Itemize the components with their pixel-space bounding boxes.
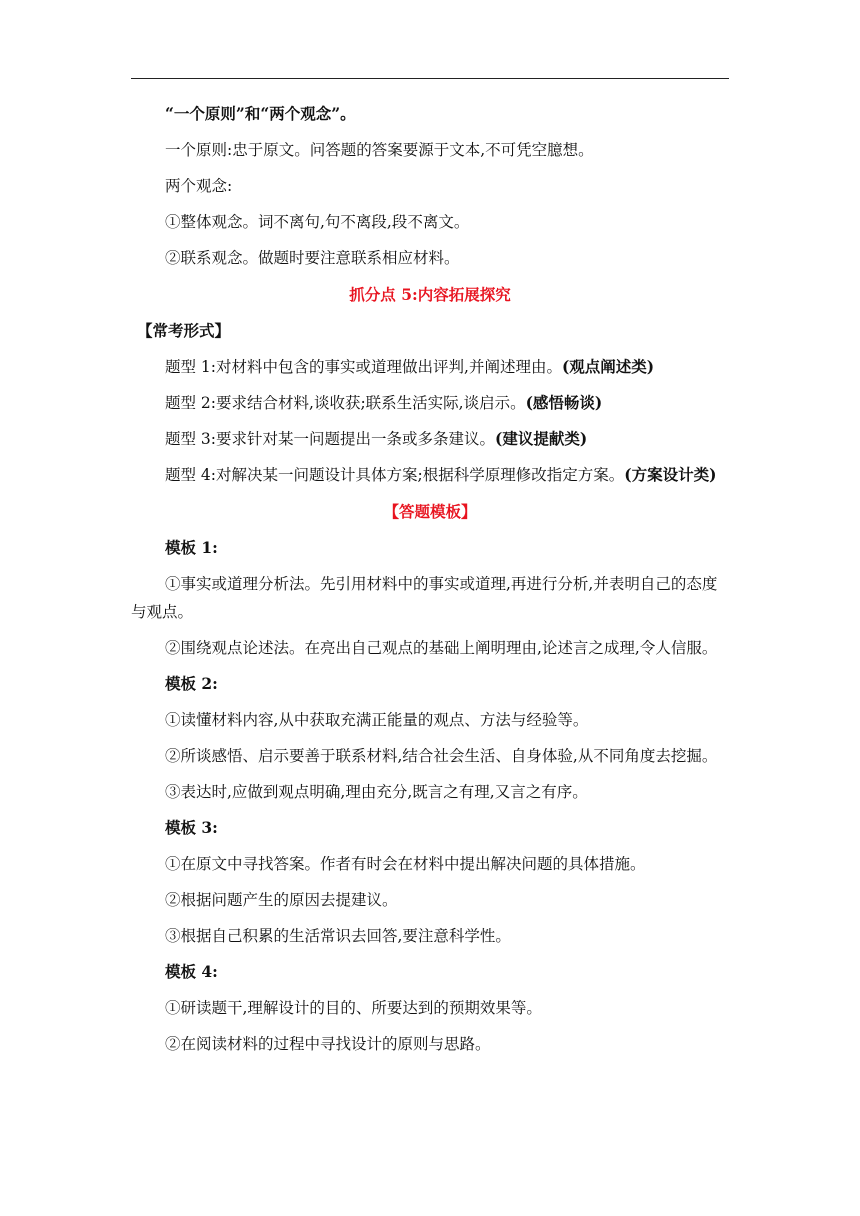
forms-heading: 【常考形式】 <box>137 321 231 340</box>
concept-item: ①整体观念。词不离句,句不离段,段不离文。 <box>165 213 470 231</box>
question-type <box>131 461 729 489</box>
template-item: ①事实或道理分析法。先引用材料中的事实或道理,再进行分析,并表明自己的态度与观点。 <box>131 575 718 621</box>
question-type-tag: (建议提献类) <box>495 429 588 448</box>
template-title: 模板 1: <box>165 538 218 557</box>
template-title: 模板 3: <box>165 818 218 837</box>
question-type <box>131 353 729 381</box>
question-type-tag: (方案设计类) <box>624 465 717 484</box>
principle-text: 一个原则:忠于原文。问答题的答案要源于文本,不可凭空臆想。 <box>165 141 594 159</box>
question-type <box>131 425 729 453</box>
template-title: 模板 2: <box>165 674 218 693</box>
template-item: ①在原文中寻找答案。作者有时会在材料中提出解决问题的具体措施。 <box>165 855 646 873</box>
template-title: 模板 4: <box>165 962 218 981</box>
template-heading: 【答题模板】 <box>383 502 477 521</box>
question-type-text: 题型 1:对材料中包含的事实或道理做出评判,并阐述理由。 <box>165 358 562 376</box>
template-item: ①读懂材料内容,从中获取充满正能量的观点、方法与经验等。 <box>165 711 589 729</box>
question-type-text: 题型 2:要求结合材料,谈收获;联系生活实际,谈启示。 <box>165 394 526 412</box>
template-item: ③表达时,应做到观点明确,理由充分,既言之有理,又言之有序。 <box>165 783 588 801</box>
template-item: ②在阅读材料的过程中寻找设计的原则与思路。 <box>165 1035 491 1053</box>
template-item: ③根据自己积累的生活常识去回答,要注意科学性。 <box>165 927 511 945</box>
question-type-tag: (观点阐述类) <box>561 357 655 376</box>
document-page <box>131 100 729 1058</box>
question-type <box>131 389 729 417</box>
concept-item: ②联系观念。做题时要注意联系相应材料。 <box>165 249 460 267</box>
section-title: 抓分点 5:内容拓展探究 <box>349 285 511 304</box>
template-item: ①研读题干,理解设计的目的、所要达到的预期效果等。 <box>165 999 542 1017</box>
concepts-label: 两个观念: <box>165 177 233 195</box>
header-rule <box>131 78 729 79</box>
template-item: ②根据问题产生的原因去提建议。 <box>165 891 398 909</box>
intro-heading: “一个原则”和“两个观念”。 <box>165 104 356 123</box>
question-type-text: 题型 3:要求针对某一问题提出一条或多条建议。 <box>165 430 496 448</box>
question-type-tag: (感悟畅谈) <box>525 393 603 412</box>
template-item: ②围绕观点论述法。在亮出自己观点的基础上阐明理由,论述言之成理,令人信服。 <box>165 639 718 657</box>
question-type-text: 题型 4:对解决某一问题设计具体方案;根据科学原理修改指定方案。 <box>165 466 625 484</box>
template-item: ②所谈感悟、启示要善于联系材料,结合社会生活、自身体验,从不同角度去挖掘。 <box>165 747 718 765</box>
